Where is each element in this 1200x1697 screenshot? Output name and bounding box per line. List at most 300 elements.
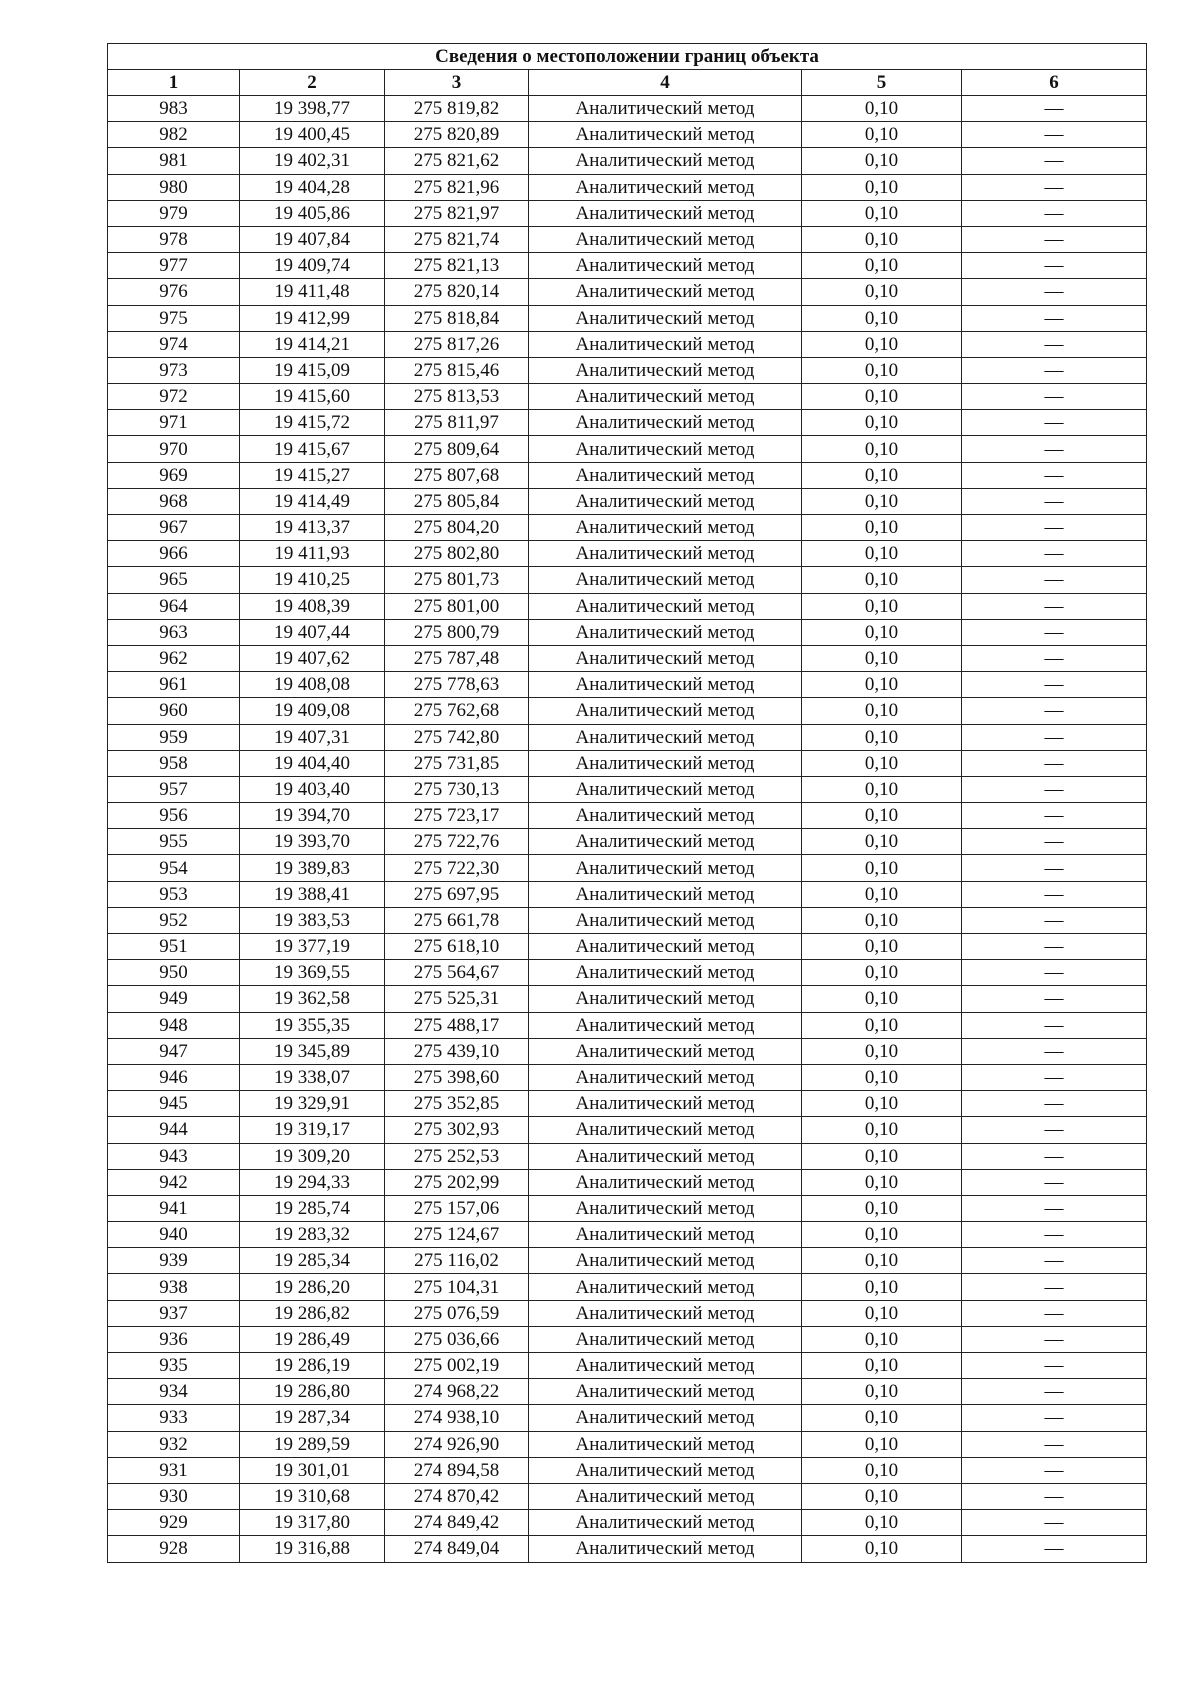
accuracy-cell: 0,10 <box>802 803 962 829</box>
note-cell: — <box>962 619 1147 645</box>
point-number-cell: 940 <box>108 1222 240 1248</box>
note-cell: — <box>962 934 1147 960</box>
point-number-cell: 933 <box>108 1405 240 1431</box>
point-number-cell: 957 <box>108 776 240 802</box>
x-coordinate-cell: 19 407,31 <box>240 724 385 750</box>
method-cell: Аналитический метод <box>529 855 802 881</box>
y-coordinate-cell: 275 801,73 <box>385 567 529 593</box>
method-cell: Аналитический метод <box>529 1483 802 1509</box>
method-cell: Аналитический метод <box>529 122 802 148</box>
method-cell: Аналитический метод <box>529 593 802 619</box>
point-number-cell: 968 <box>108 488 240 514</box>
method-cell: Аналитический метод <box>529 305 802 331</box>
note-cell: — <box>962 410 1147 436</box>
method-cell: Аналитический метод <box>529 645 802 671</box>
accuracy-cell: 0,10 <box>802 148 962 174</box>
note-cell: — <box>962 462 1147 488</box>
point-number-cell: 934 <box>108 1379 240 1405</box>
note-cell: — <box>962 672 1147 698</box>
point-number-cell: 963 <box>108 619 240 645</box>
table-row <box>108 200 1147 226</box>
x-coordinate-cell: 19 398,77 <box>240 96 385 122</box>
method-cell: Аналитический метод <box>529 803 802 829</box>
accuracy-cell: 0,10 <box>802 934 962 960</box>
point-number-cell: 980 <box>108 174 240 200</box>
note-cell: — <box>962 200 1147 226</box>
x-coordinate-cell: 19 415,67 <box>240 436 385 462</box>
x-coordinate-cell: 19 286,49 <box>240 1326 385 1352</box>
accuracy-cell: 0,10 <box>802 1483 962 1509</box>
point-number-cell: 953 <box>108 881 240 907</box>
y-coordinate-cell: 275 202,99 <box>385 1169 529 1195</box>
y-coordinate-cell: 275 723,17 <box>385 803 529 829</box>
y-coordinate-cell: 275 731,85 <box>385 750 529 776</box>
table-row <box>108 619 1147 645</box>
table-row <box>108 1536 1147 1562</box>
table-row <box>108 1353 1147 1379</box>
accuracy-cell: 0,10 <box>802 1064 962 1090</box>
y-coordinate-cell: 275 820,14 <box>385 279 529 305</box>
table-body <box>108 96 1147 1563</box>
point-number-cell: 930 <box>108 1483 240 1509</box>
note-cell: — <box>962 1483 1147 1509</box>
x-coordinate-cell: 19 329,91 <box>240 1091 385 1117</box>
x-coordinate-cell: 19 286,20 <box>240 1274 385 1300</box>
x-coordinate-cell: 19 402,31 <box>240 148 385 174</box>
note-cell: — <box>962 1353 1147 1379</box>
accuracy-cell: 0,10 <box>802 226 962 252</box>
y-coordinate-cell: 275 661,78 <box>385 907 529 933</box>
method-cell: Аналитический метод <box>529 462 802 488</box>
table-row <box>108 750 1147 776</box>
x-coordinate-cell: 19 301,01 <box>240 1457 385 1483</box>
x-coordinate-cell: 19 345,89 <box>240 1038 385 1064</box>
column-header-5: 5 <box>802 70 962 96</box>
accuracy-cell: 0,10 <box>802 567 962 593</box>
method-cell: Аналитический метод <box>529 410 802 436</box>
y-coordinate-cell: 275 821,96 <box>385 174 529 200</box>
point-number-cell: 970 <box>108 436 240 462</box>
table-row <box>108 96 1147 122</box>
point-number-cell: 981 <box>108 148 240 174</box>
column-header-6: 6 <box>962 70 1147 96</box>
method-cell: Аналитический метод <box>529 384 802 410</box>
note-cell: — <box>962 1012 1147 1038</box>
note-cell: — <box>962 1379 1147 1405</box>
table-row <box>108 1195 1147 1221</box>
x-coordinate-cell: 19 294,33 <box>240 1169 385 1195</box>
table-row <box>108 410 1147 436</box>
y-coordinate-cell: 275 804,20 <box>385 515 529 541</box>
table-row <box>108 148 1147 174</box>
y-coordinate-cell: 275 778,63 <box>385 672 529 698</box>
x-coordinate-cell: 19 411,48 <box>240 279 385 305</box>
accuracy-cell: 0,10 <box>802 1248 962 1274</box>
y-coordinate-cell: 275 157,06 <box>385 1195 529 1221</box>
note-cell: — <box>962 96 1147 122</box>
y-coordinate-cell: 275 813,53 <box>385 384 529 410</box>
note-cell: — <box>962 750 1147 776</box>
table-row <box>108 1169 1147 1195</box>
point-number-cell: 943 <box>108 1143 240 1169</box>
y-coordinate-cell: 275 801,00 <box>385 593 529 619</box>
y-coordinate-cell: 275 302,93 <box>385 1117 529 1143</box>
point-number-cell: 938 <box>108 1274 240 1300</box>
note-cell: — <box>962 1038 1147 1064</box>
table-row <box>108 1038 1147 1064</box>
y-coordinate-cell: 275 730,13 <box>385 776 529 802</box>
table-row <box>108 515 1147 541</box>
point-number-cell: 954 <box>108 855 240 881</box>
table-row <box>108 305 1147 331</box>
y-coordinate-cell: 275 439,10 <box>385 1038 529 1064</box>
note-cell: — <box>962 907 1147 933</box>
column-header-1: 1 <box>108 70 240 96</box>
table-row <box>108 253 1147 279</box>
note-cell: — <box>962 1405 1147 1431</box>
table-title: Сведения о местоположении границ объекта <box>108 44 1147 70</box>
accuracy-cell: 0,10 <box>802 305 962 331</box>
y-coordinate-cell: 275 104,31 <box>385 1274 529 1300</box>
table-row <box>108 881 1147 907</box>
table-row <box>108 724 1147 750</box>
note-cell: — <box>962 1091 1147 1117</box>
y-coordinate-cell: 275 697,95 <box>385 881 529 907</box>
y-coordinate-cell: 274 894,58 <box>385 1457 529 1483</box>
y-coordinate-cell: 275 564,67 <box>385 960 529 986</box>
note-cell: — <box>962 331 1147 357</box>
accuracy-cell: 0,10 <box>802 1169 962 1195</box>
note-cell: — <box>962 1536 1147 1562</box>
x-coordinate-cell: 19 310,68 <box>240 1483 385 1509</box>
method-cell: Аналитический метод <box>529 750 802 776</box>
method-cell: Аналитический метод <box>529 829 802 855</box>
y-coordinate-cell: 275 742,80 <box>385 724 529 750</box>
x-coordinate-cell: 19 407,62 <box>240 645 385 671</box>
table-row <box>108 698 1147 724</box>
accuracy-cell: 0,10 <box>802 515 962 541</box>
accuracy-cell: 0,10 <box>802 1222 962 1248</box>
note-cell: — <box>962 1195 1147 1221</box>
point-number-cell: 972 <box>108 384 240 410</box>
x-coordinate-cell: 19 355,35 <box>240 1012 385 1038</box>
method-cell: Аналитический метод <box>529 279 802 305</box>
accuracy-cell: 0,10 <box>802 279 962 305</box>
accuracy-cell: 0,10 <box>802 1143 962 1169</box>
y-coordinate-cell: 275 036,66 <box>385 1326 529 1352</box>
x-coordinate-cell: 19 286,82 <box>240 1300 385 1326</box>
accuracy-cell: 0,10 <box>802 907 962 933</box>
y-coordinate-cell: 275 002,19 <box>385 1353 529 1379</box>
x-coordinate-cell: 19 338,07 <box>240 1064 385 1090</box>
method-cell: Аналитический метод <box>529 1379 802 1405</box>
method-cell: Аналитический метод <box>529 1405 802 1431</box>
method-cell: Аналитический метод <box>529 1300 802 1326</box>
method-cell: Аналитический метод <box>529 1169 802 1195</box>
method-cell: Аналитический метод <box>529 776 802 802</box>
table-row <box>108 1300 1147 1326</box>
x-coordinate-cell: 19 412,99 <box>240 305 385 331</box>
x-coordinate-cell: 19 404,28 <box>240 174 385 200</box>
note-cell: — <box>962 279 1147 305</box>
note-cell: — <box>962 803 1147 829</box>
y-coordinate-cell: 274 926,90 <box>385 1431 529 1457</box>
point-number-cell: 966 <box>108 541 240 567</box>
table-row <box>108 934 1147 960</box>
note-cell: — <box>962 1457 1147 1483</box>
accuracy-cell: 0,10 <box>802 253 962 279</box>
y-coordinate-cell: 275 124,67 <box>385 1222 529 1248</box>
point-number-cell: 941 <box>108 1195 240 1221</box>
x-coordinate-cell: 19 408,39 <box>240 593 385 619</box>
point-number-cell: 967 <box>108 515 240 541</box>
note-cell: — <box>962 1248 1147 1274</box>
accuracy-cell: 0,10 <box>802 1379 962 1405</box>
x-coordinate-cell: 19 415,09 <box>240 357 385 383</box>
table-row <box>108 279 1147 305</box>
method-cell: Аналитический метод <box>529 881 802 907</box>
note-cell: — <box>962 593 1147 619</box>
table-row <box>108 672 1147 698</box>
accuracy-cell: 0,10 <box>802 410 962 436</box>
y-coordinate-cell: 275 787,48 <box>385 645 529 671</box>
note-cell: — <box>962 305 1147 331</box>
method-cell: Аналитический метод <box>529 1195 802 1221</box>
accuracy-cell: 0,10 <box>802 384 962 410</box>
accuracy-cell: 0,10 <box>802 593 962 619</box>
accuracy-cell: 0,10 <box>802 698 962 724</box>
note-cell: — <box>962 960 1147 986</box>
x-coordinate-cell: 19 285,34 <box>240 1248 385 1274</box>
point-number-cell: 978 <box>108 226 240 252</box>
note-cell: — <box>962 1300 1147 1326</box>
x-coordinate-cell: 19 389,83 <box>240 855 385 881</box>
accuracy-cell: 0,10 <box>802 1431 962 1457</box>
x-coordinate-cell: 19 369,55 <box>240 960 385 986</box>
method-cell: Аналитический метод <box>529 148 802 174</box>
point-number-cell: 948 <box>108 1012 240 1038</box>
point-number-cell: 983 <box>108 96 240 122</box>
point-number-cell: 935 <box>108 1353 240 1379</box>
method-cell: Аналитический метод <box>529 934 802 960</box>
accuracy-cell: 0,10 <box>802 1091 962 1117</box>
table-row <box>108 384 1147 410</box>
method-cell: Аналитический метод <box>529 1274 802 1300</box>
point-number-cell: 956 <box>108 803 240 829</box>
table-row <box>108 436 1147 462</box>
x-coordinate-cell: 19 286,19 <box>240 1353 385 1379</box>
y-coordinate-cell: 275 818,84 <box>385 305 529 331</box>
x-coordinate-cell: 19 408,08 <box>240 672 385 698</box>
note-cell: — <box>962 1117 1147 1143</box>
table-row <box>108 1274 1147 1300</box>
y-coordinate-cell: 275 820,89 <box>385 122 529 148</box>
point-number-cell: 958 <box>108 750 240 776</box>
accuracy-cell: 0,10 <box>802 619 962 645</box>
method-cell: Аналитический метод <box>529 436 802 462</box>
table-row <box>108 462 1147 488</box>
table-row <box>108 960 1147 986</box>
point-number-cell: 982 <box>108 122 240 148</box>
point-number-cell: 939 <box>108 1248 240 1274</box>
note-cell: — <box>962 855 1147 881</box>
y-coordinate-cell: 275 076,59 <box>385 1300 529 1326</box>
point-number-cell: 946 <box>108 1064 240 1090</box>
note-cell: — <box>962 541 1147 567</box>
y-coordinate-cell: 275 800,79 <box>385 619 529 645</box>
point-number-cell: 929 <box>108 1510 240 1536</box>
note-cell: — <box>962 253 1147 279</box>
accuracy-cell: 0,10 <box>802 357 962 383</box>
note-cell: — <box>962 488 1147 514</box>
point-number-cell: 962 <box>108 645 240 671</box>
accuracy-cell: 0,10 <box>802 200 962 226</box>
accuracy-cell: 0,10 <box>802 881 962 907</box>
boundary-coordinates-table <box>107 43 1147 1563</box>
method-cell: Аналитический метод <box>529 1012 802 1038</box>
method-cell: Аналитический метод <box>529 515 802 541</box>
method-cell: Аналитический метод <box>529 1143 802 1169</box>
table-row <box>108 567 1147 593</box>
accuracy-cell: 0,10 <box>802 645 962 671</box>
column-header-row <box>108 70 1147 96</box>
x-coordinate-cell: 19 410,25 <box>240 567 385 593</box>
method-cell: Аналитический метод <box>529 1510 802 1536</box>
note-cell: — <box>962 1510 1147 1536</box>
note-cell: — <box>962 829 1147 855</box>
note-cell: — <box>962 384 1147 410</box>
table-row <box>108 1326 1147 1352</box>
y-coordinate-cell: 275 821,13 <box>385 253 529 279</box>
note-cell: — <box>962 148 1147 174</box>
method-cell: Аналитический метод <box>529 907 802 933</box>
x-coordinate-cell: 19 383,53 <box>240 907 385 933</box>
x-coordinate-cell: 19 414,49 <box>240 488 385 514</box>
point-number-cell: 969 <box>108 462 240 488</box>
column-header-2: 2 <box>240 70 385 96</box>
note-cell: — <box>962 1431 1147 1457</box>
table-title-row <box>108 44 1147 70</box>
x-coordinate-cell: 19 413,37 <box>240 515 385 541</box>
x-coordinate-cell: 19 394,70 <box>240 803 385 829</box>
accuracy-cell: 0,10 <box>802 829 962 855</box>
method-cell: Аналитический метод <box>529 1326 802 1352</box>
accuracy-cell: 0,10 <box>802 1038 962 1064</box>
accuracy-cell: 0,10 <box>802 960 962 986</box>
accuracy-cell: 0,10 <box>802 1117 962 1143</box>
table-row <box>108 357 1147 383</box>
note-cell: — <box>962 698 1147 724</box>
y-coordinate-cell: 275 352,85 <box>385 1091 529 1117</box>
y-coordinate-cell: 275 762,68 <box>385 698 529 724</box>
note-cell: — <box>962 567 1147 593</box>
x-coordinate-cell: 19 415,27 <box>240 462 385 488</box>
accuracy-cell: 0,10 <box>802 1195 962 1221</box>
table-row <box>108 907 1147 933</box>
x-coordinate-cell: 19 377,19 <box>240 934 385 960</box>
y-coordinate-cell: 275 809,64 <box>385 436 529 462</box>
accuracy-cell: 0,10 <box>802 1326 962 1352</box>
point-number-cell: 961 <box>108 672 240 698</box>
y-coordinate-cell: 274 968,22 <box>385 1379 529 1405</box>
accuracy-cell: 0,10 <box>802 1510 962 1536</box>
y-coordinate-cell: 275 252,53 <box>385 1143 529 1169</box>
x-coordinate-cell: 19 309,20 <box>240 1143 385 1169</box>
x-coordinate-cell: 19 393,70 <box>240 829 385 855</box>
y-coordinate-cell: 274 870,42 <box>385 1483 529 1509</box>
x-coordinate-cell: 19 404,40 <box>240 750 385 776</box>
table-row <box>108 1222 1147 1248</box>
method-cell: Аналитический метод <box>529 1536 802 1562</box>
point-number-cell: 944 <box>108 1117 240 1143</box>
method-cell: Аналитический метод <box>529 357 802 383</box>
x-coordinate-cell: 19 317,80 <box>240 1510 385 1536</box>
method-cell: Аналитический метод <box>529 1038 802 1064</box>
y-coordinate-cell: 275 802,80 <box>385 541 529 567</box>
note-cell: — <box>962 1274 1147 1300</box>
method-cell: Аналитический метод <box>529 698 802 724</box>
table-row <box>108 645 1147 671</box>
point-number-cell: 976 <box>108 279 240 305</box>
accuracy-cell: 0,10 <box>802 96 962 122</box>
y-coordinate-cell: 275 618,10 <box>385 934 529 960</box>
point-number-cell: 951 <box>108 934 240 960</box>
point-number-cell: 945 <box>108 1091 240 1117</box>
point-number-cell: 979 <box>108 200 240 226</box>
accuracy-cell: 0,10 <box>802 1300 962 1326</box>
table-row <box>108 776 1147 802</box>
method-cell: Аналитический метод <box>529 1222 802 1248</box>
y-coordinate-cell: 275 488,17 <box>385 1012 529 1038</box>
point-number-cell: 950 <box>108 960 240 986</box>
y-coordinate-cell: 275 815,46 <box>385 357 529 383</box>
x-coordinate-cell: 19 415,72 <box>240 410 385 436</box>
note-cell: — <box>962 1143 1147 1169</box>
table-row <box>108 226 1147 252</box>
point-number-cell: 936 <box>108 1326 240 1352</box>
accuracy-cell: 0,10 <box>802 1012 962 1038</box>
point-number-cell: 931 <box>108 1457 240 1483</box>
method-cell: Аналитический метод <box>529 253 802 279</box>
note-cell: — <box>962 645 1147 671</box>
y-coordinate-cell: 275 821,97 <box>385 200 529 226</box>
accuracy-cell: 0,10 <box>802 462 962 488</box>
table-row <box>108 488 1147 514</box>
table-row <box>108 1012 1147 1038</box>
accuracy-cell: 0,10 <box>802 1457 962 1483</box>
table-row <box>108 1431 1147 1457</box>
y-coordinate-cell: 275 805,84 <box>385 488 529 514</box>
table-row <box>108 1483 1147 1509</box>
method-cell: Аналитический метод <box>529 724 802 750</box>
y-coordinate-cell: 274 849,04 <box>385 1536 529 1562</box>
method-cell: Аналитический метод <box>529 1091 802 1117</box>
accuracy-cell: 0,10 <box>802 1536 962 1562</box>
x-coordinate-cell: 19 407,84 <box>240 226 385 252</box>
x-coordinate-cell: 19 405,86 <box>240 200 385 226</box>
note-cell: — <box>962 174 1147 200</box>
note-cell: — <box>962 724 1147 750</box>
method-cell: Аналитический метод <box>529 1248 802 1274</box>
x-coordinate-cell: 19 286,80 <box>240 1379 385 1405</box>
point-number-cell: 932 <box>108 1431 240 1457</box>
accuracy-cell: 0,10 <box>802 1353 962 1379</box>
x-coordinate-cell: 19 403,40 <box>240 776 385 802</box>
y-coordinate-cell: 274 938,10 <box>385 1405 529 1431</box>
table-row <box>108 1510 1147 1536</box>
table-row <box>108 1091 1147 1117</box>
y-coordinate-cell: 275 116,02 <box>385 1248 529 1274</box>
